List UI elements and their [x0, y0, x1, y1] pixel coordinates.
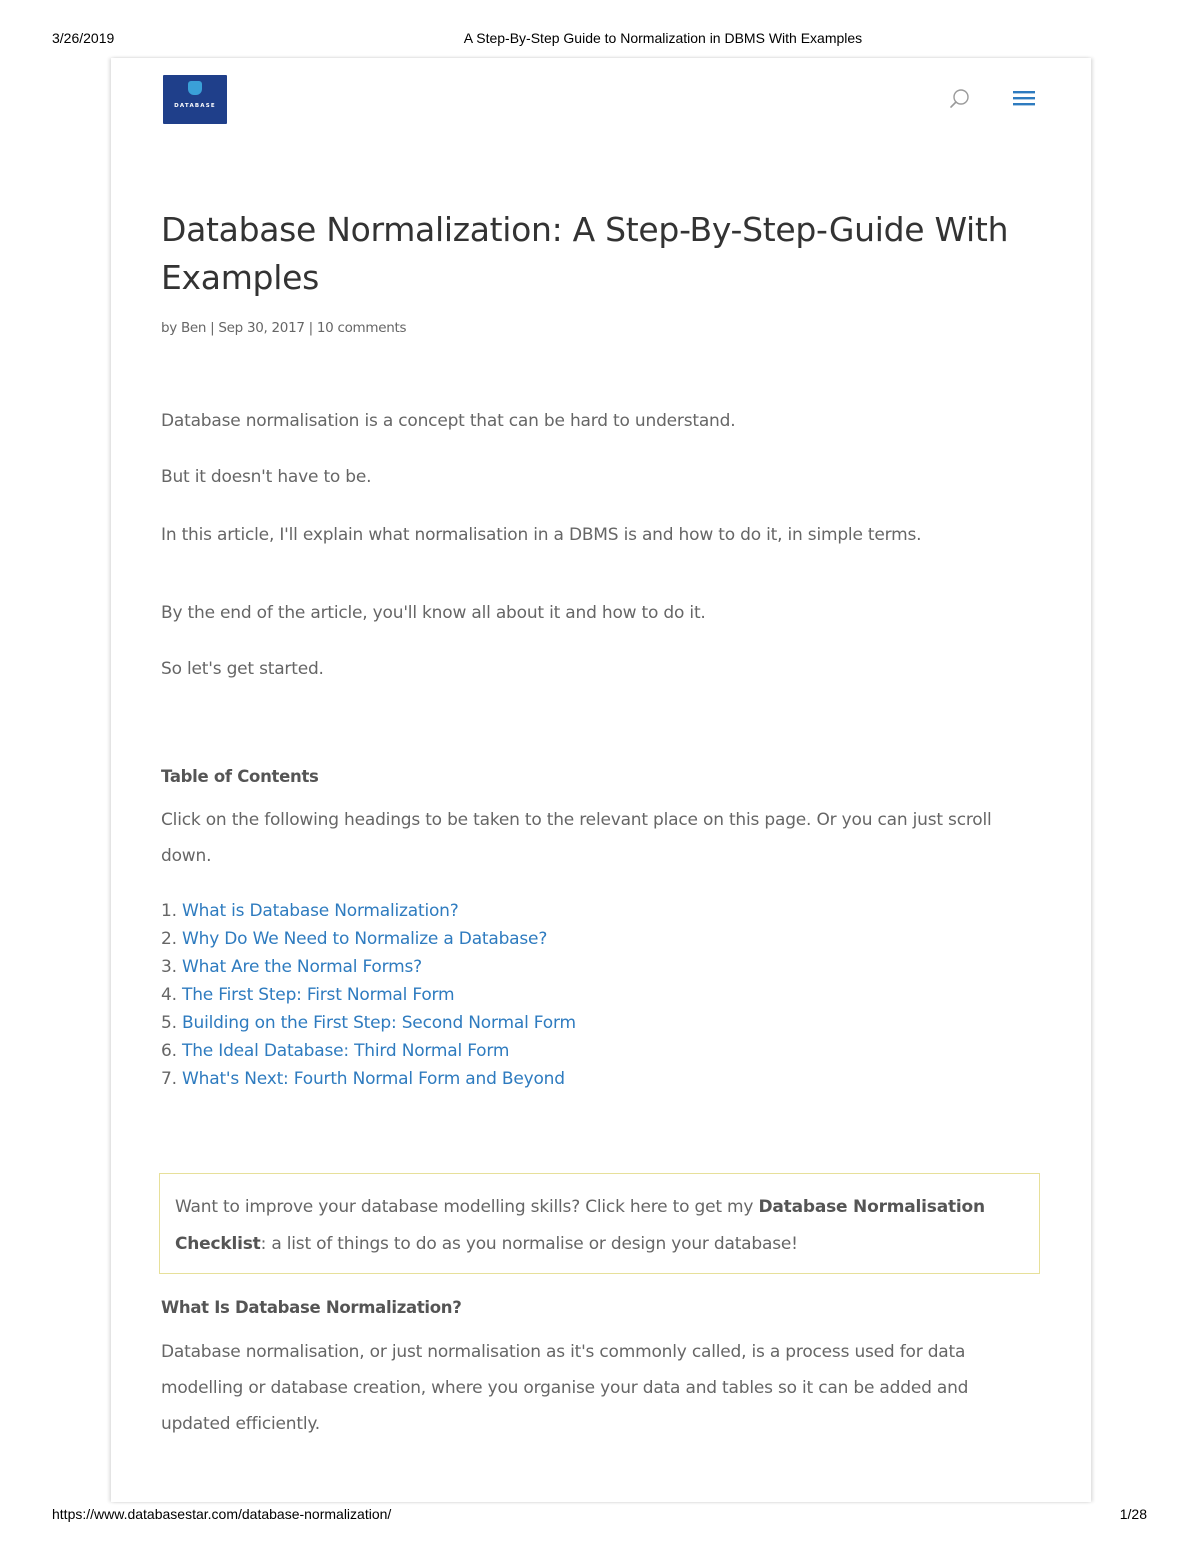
toc-link-third-normal-form[interactable]: The Ideal Database: Third Normal Form [182, 1041, 510, 1061]
toc-item-number: 1. [161, 901, 177, 921]
section-heading: What Is Database Normalization? [161, 1298, 462, 1317]
toc-link-why-normalize[interactable]: Why Do We Need to Normalize a Database? [182, 929, 548, 949]
toc-link-fourth-normal-form[interactable]: What's Next: Fourth Normal Form and Beyond [182, 1069, 565, 1089]
callout-text-after: : a list of things to do as you normalise or design your database! [260, 1234, 798, 1254]
toc-list [161, 897, 576, 1093]
toc-link-normal-forms[interactable]: What Are the Normal Forms? [182, 957, 422, 977]
print-url: https://www.databasestar.com/database-normalization/ [52, 1506, 392, 1522]
intro-paragraph-3: In this article, I'll explain what normalisation in a DBMS is and how to do it, in simple terms. [161, 525, 922, 545]
callout-text [175, 1189, 1025, 1263]
hamburger-menu-icon[interactable] [1012, 88, 1036, 108]
article-title: Database Normalization: A Step-By-Step-Guide With Examples [161, 210, 1009, 297]
toc-item [161, 953, 576, 981]
toc-item-number: 4. [161, 985, 177, 1005]
toc-item [161, 1009, 576, 1037]
toc-item [161, 897, 576, 925]
intro-paragraph-5: So let's get started. [161, 659, 324, 679]
search-icon[interactable] [948, 87, 972, 111]
toc-link-what-is-normalization[interactable]: What is Database Normalization? [182, 901, 459, 921]
print-page-title: A Step-By-Step Guide to Normalization in DBMS With Examples [463, 30, 863, 46]
toc-item-number: 2. [161, 929, 177, 949]
toc-link-first-normal-form[interactable]: The First Step: First Normal Form [182, 985, 455, 1005]
intro-paragraph-4: By the end of the article, you'll know all about it and how to do it. [161, 603, 706, 623]
toc-item [161, 1037, 576, 1065]
toc-item [161, 981, 576, 1009]
toc-heading: Table of Contents [161, 767, 319, 786]
logo-mark-icon [188, 81, 202, 95]
callout-checklist-link[interactable]: Database Normalisation Checklist [175, 1197, 985, 1254]
article-meta: by Ben | Sep 30, 2017 | 10 comments [161, 320, 407, 336]
print-header [0, 30, 1200, 50]
logo-wordmark: DATABASE [174, 103, 216, 109]
section-paragraph: Database normalisation, or just normalisation as it's commonly called, is a process used for data modelling or database creation, where you organise your data and tables so it can be added and updated efficiently. [161, 1342, 969, 1434]
toc-item [161, 925, 576, 953]
toc-item-number: 6. [161, 1041, 177, 1061]
toc-link-second-normal-form[interactable]: Building on the First Step: Second Normal Form [182, 1013, 576, 1033]
checklist-callout-box [159, 1173, 1040, 1274]
callout-text-before[interactable]: Want to improve your database modelling skills? Click here to get my [175, 1197, 759, 1217]
toc-item-number: 7. [161, 1069, 177, 1089]
site-logo[interactable] [163, 75, 227, 124]
intro-paragraph-2: But it doesn't have to be. [161, 467, 372, 487]
toc-item [161, 1065, 576, 1093]
print-footer [0, 1506, 1200, 1526]
print-page-number: 1/28 [1119, 1506, 1147, 1522]
toc-item-number: 3. [161, 957, 177, 977]
toc-intro: Click on the following headings to be taken to the relevant place on this page. Or you can just scroll down. [161, 810, 992, 866]
toc-item-number: 5. [161, 1013, 177, 1033]
intro-paragraph-1: Database normalisation is a concept that can be hard to understand. [161, 411, 736, 431]
print-date: 3/26/2019 [52, 30, 115, 46]
